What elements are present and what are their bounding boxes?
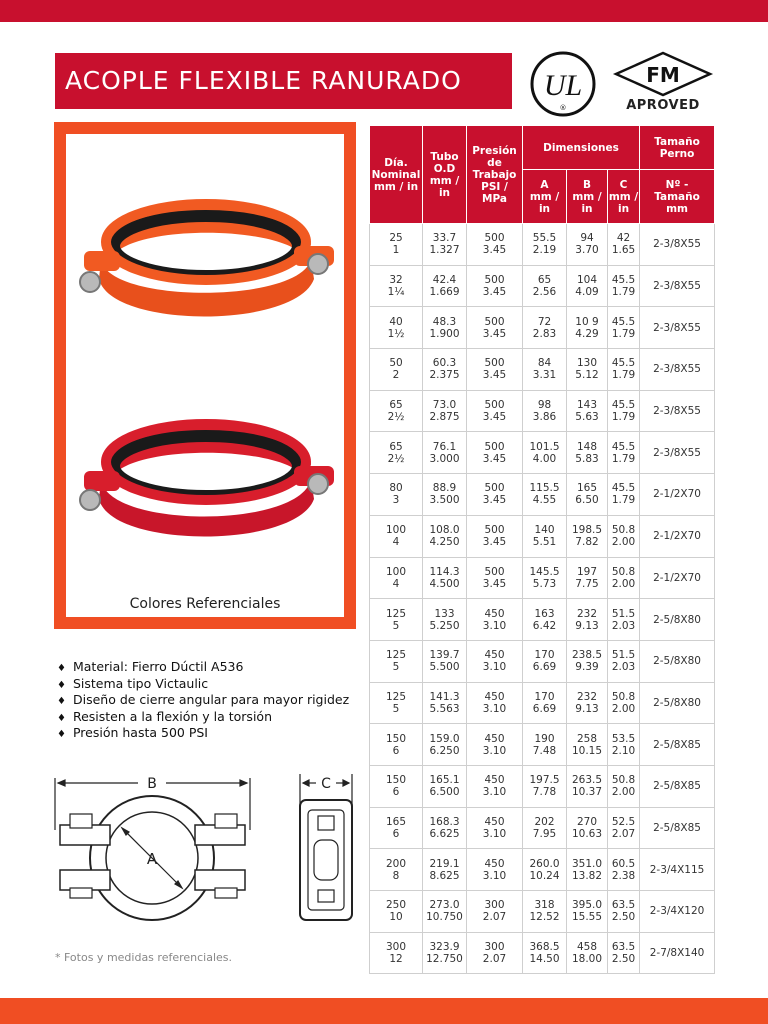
table-cell: 219.1 8.625 — [423, 849, 467, 891]
table-cell: 500 3.45 — [467, 307, 523, 349]
table-cell: 115.5 4.55 — [523, 474, 567, 516]
table-row — [370, 891, 715, 933]
svg-text:®: ® — [559, 104, 567, 112]
table-cell-bolt: 2-3/4X115 — [640, 849, 715, 891]
table-cell: 500 3.45 — [467, 474, 523, 516]
table-cell: 53.5 2.10 — [608, 724, 640, 766]
table-cell: 25 1 — [370, 224, 423, 266]
table-cell: 450 3.10 — [467, 640, 523, 682]
ul-logo-text: UL — [543, 69, 583, 102]
table-cell: 150 6 — [370, 765, 423, 807]
table-cell: 139.7 5.500 — [423, 640, 467, 682]
table-cell: 100 4 — [370, 557, 423, 599]
table-cell: 52.5 2.07 — [608, 807, 640, 849]
ul-certification-logo — [529, 50, 597, 118]
table-cell: 125 5 — [370, 599, 423, 641]
dimension-label-c: C — [321, 776, 331, 792]
table-cell: 84 3.31 — [523, 349, 567, 391]
table-cell: 300 2.07 — [467, 932, 523, 974]
feature-item: ♦ Material: Fierro Dúctil A536 — [57, 660, 349, 677]
fm-logo-text: FM — [646, 63, 680, 87]
table-cell-bolt: 2-3/8X55 — [640, 265, 715, 307]
table-cell: 500 3.45 — [467, 515, 523, 557]
table-cell: 45.5 1.79 — [608, 474, 640, 516]
table-cell: 260.0 10.24 — [523, 849, 567, 891]
table-cell: 165 6.50 — [567, 474, 608, 516]
table-row — [370, 474, 715, 516]
header-nominal-diameter: Día. Nominal mm / in — [370, 126, 423, 224]
table-cell: 130 5.12 — [567, 349, 608, 391]
table-row — [370, 932, 715, 974]
table-cell: 73.0 2.875 — [423, 390, 467, 432]
table-cell: 48.3 1.900 — [423, 307, 467, 349]
table-cell: 45.5 1.79 — [608, 265, 640, 307]
table-cell-bolt: 2-3/8X55 — [640, 224, 715, 266]
header-bolt-count-size: Nº - Tamaño mm — [640, 170, 715, 224]
table-cell: 190 7.48 — [523, 724, 567, 766]
header-tube-od: Tubo O.D mm / in — [423, 126, 467, 224]
feature-item: ♦ Presión hasta 500 PSI — [57, 726, 349, 743]
table-row — [370, 640, 715, 682]
header-dimensions: Dimensiones — [523, 126, 640, 170]
table-cell: 165.1 6.500 — [423, 765, 467, 807]
table-cell: 458 18.00 — [567, 932, 608, 974]
table-cell: 270 10.63 — [567, 807, 608, 849]
header-working-pressure: Presión de Trabajo PSI / MPa — [467, 126, 523, 224]
table-cell: 200 8 — [370, 849, 423, 891]
header-dim-b: B mm / in — [567, 170, 608, 224]
table-cell: 170 6.69 — [523, 640, 567, 682]
table-cell: 450 3.10 — [467, 849, 523, 891]
red-coupling-image — [80, 424, 334, 537]
table-cell: 197.5 7.78 — [523, 765, 567, 807]
table-row — [370, 682, 715, 724]
table-cell: 42.4 1.669 — [423, 265, 467, 307]
table-row — [370, 849, 715, 891]
table-row — [370, 224, 715, 266]
table-cell-bolt: 2-5/8X80 — [640, 682, 715, 724]
table-cell: 45.5 1.79 — [608, 349, 640, 391]
table-cell-bolt: 2-1/2X70 — [640, 474, 715, 516]
header-dim-c: C mm / in — [608, 170, 640, 224]
table-cell-bolt: 2-1/2X70 — [640, 557, 715, 599]
table-cell: 202 7.95 — [523, 807, 567, 849]
table-cell: 101.5 4.00 — [523, 432, 567, 474]
table-cell-bolt: 2-5/8X80 — [640, 599, 715, 641]
table-cell: 395.0 15.55 — [567, 891, 608, 933]
table-cell: 258 10.15 — [567, 724, 608, 766]
product-photo-frame — [54, 122, 356, 629]
table-cell: 72 2.83 — [523, 307, 567, 349]
table-cell: 114.3 4.500 — [423, 557, 467, 599]
table-cell: 100 4 — [370, 515, 423, 557]
photo-caption: Colores Referenciales — [129, 596, 281, 612]
table-cell: 450 3.10 — [467, 765, 523, 807]
table-cell: 197 7.75 — [567, 557, 608, 599]
table-row — [370, 390, 715, 432]
table-cell: 63.5 2.50 — [608, 932, 640, 974]
table-cell: 63.5 2.50 — [608, 891, 640, 933]
bottom-accent-bar — [0, 998, 768, 1024]
table-cell: 450 3.10 — [467, 724, 523, 766]
table-cell: 51.5 2.03 — [608, 640, 640, 682]
header-bolt-size: Tamaño Perno — [640, 126, 715, 170]
table-cell: 60.3 2.375 — [423, 349, 467, 391]
fm-approved-caption: APROVED — [626, 98, 700, 113]
features-list — [57, 660, 349, 743]
dimension-label-b: B — [147, 776, 157, 792]
table-cell: 80 3 — [370, 474, 423, 516]
table-cell: 163 6.42 — [523, 599, 567, 641]
table-cell-bolt: 2-5/8X85 — [640, 724, 715, 766]
coupling-dimension-diagram — [50, 770, 360, 930]
table-cell: 318 12.52 — [523, 891, 567, 933]
table-cell: 450 3.10 — [467, 682, 523, 724]
table-cell: 232 9.13 — [567, 599, 608, 641]
feature-item: ♦ Resisten a la flexión y la torsión — [57, 710, 349, 727]
header-dim-a: A mm / in — [523, 170, 567, 224]
feature-item: ♦ Sistema tipo Victaulic — [57, 677, 349, 694]
table-cell: 368.5 14.50 — [523, 932, 567, 974]
table-cell-bolt: 2-7/8X140 — [640, 932, 715, 974]
table-cell: 104 4.09 — [567, 265, 608, 307]
table-cell: 159.0 6.250 — [423, 724, 467, 766]
table-cell: 45.5 1.79 — [608, 390, 640, 432]
table-cell-bolt: 2-1/2X70 — [640, 515, 715, 557]
table-cell: 42 1.65 — [608, 224, 640, 266]
table-cell: 94 3.70 — [567, 224, 608, 266]
table-cell: 108.0 4.250 — [423, 515, 467, 557]
top-accent-bar — [0, 0, 768, 22]
table-cell: 50.8 2.00 — [608, 682, 640, 724]
table-row — [370, 599, 715, 641]
table-cell: 148 5.83 — [567, 432, 608, 474]
table-row — [370, 807, 715, 849]
table-cell: 50.8 2.00 — [608, 557, 640, 599]
table-cell: 250 10 — [370, 891, 423, 933]
table-cell: 98 3.86 — [523, 390, 567, 432]
table-cell: 300 2.07 — [467, 891, 523, 933]
table-cell: 273.0 10.750 — [423, 891, 467, 933]
page-title: ACOPLE FLEXIBLE RANURADO — [55, 53, 512, 109]
table-cell-bolt: 2-3/8X55 — [640, 307, 715, 349]
table-cell-bolt: 2-3/8X55 — [640, 349, 715, 391]
table-cell: 232 9.13 — [567, 682, 608, 724]
table-cell: 32 1¼ — [370, 265, 423, 307]
table-cell: 65 2.56 — [523, 265, 567, 307]
table-row — [370, 724, 715, 766]
table-cell: 133 5.250 — [423, 599, 467, 641]
table-cell: 150 6 — [370, 724, 423, 766]
table-cell: 51.5 2.03 — [608, 599, 640, 641]
table-cell: 198.5 7.82 — [567, 515, 608, 557]
table-cell: 143 5.63 — [567, 390, 608, 432]
table-cell: 88.9 3.500 — [423, 474, 467, 516]
table-row — [370, 265, 715, 307]
table-cell: 50.8 2.00 — [608, 515, 640, 557]
table-cell: 450 3.10 — [467, 599, 523, 641]
table-cell: 125 5 — [370, 682, 423, 724]
table-row — [370, 515, 715, 557]
specifications-body — [370, 224, 715, 974]
coupling-photos — [66, 134, 344, 594]
table-cell: 125 5 — [370, 640, 423, 682]
table-cell: 500 3.45 — [467, 432, 523, 474]
table-cell: 55.5 2.19 — [523, 224, 567, 266]
table-cell: 33.7 1.327 — [423, 224, 467, 266]
footnote: * Fotos y medidas referenciales. — [55, 951, 233, 964]
table-cell: 145.5 5.73 — [523, 557, 567, 599]
table-cell: 500 3.45 — [467, 224, 523, 266]
specifications-table — [369, 125, 715, 974]
table-row — [370, 307, 715, 349]
table-cell: 60.5 2.38 — [608, 849, 640, 891]
table-cell: 10 9 4.29 — [567, 307, 608, 349]
table-cell: 168.3 6.625 — [423, 807, 467, 849]
table-row — [370, 349, 715, 391]
dimension-label-a: A — [146, 850, 158, 868]
table-cell: 500 3.45 — [467, 390, 523, 432]
table-cell: 45.5 1.79 — [608, 307, 640, 349]
table-cell: 45.5 1.79 — [608, 432, 640, 474]
table-cell: 500 3.45 — [467, 557, 523, 599]
table-row — [370, 557, 715, 599]
table-cell: 141.3 5.563 — [423, 682, 467, 724]
table-cell: 238.5 9.39 — [567, 640, 608, 682]
table-cell: 263.5 10.37 — [567, 765, 608, 807]
table-cell: 50 2 — [370, 349, 423, 391]
table-cell-bolt: 2-5/8X85 — [640, 765, 715, 807]
table-cell-bolt: 2-3/8X55 — [640, 432, 715, 474]
table-cell: 300 12 — [370, 932, 423, 974]
feature-item: ♦ Diseño de cierre angular para mayor rigidez — [57, 693, 349, 710]
table-cell: 500 3.45 — [467, 265, 523, 307]
table-row — [370, 765, 715, 807]
table-cell: 170 6.69 — [523, 682, 567, 724]
table-cell: 140 5.51 — [523, 515, 567, 557]
table-cell: 165 6 — [370, 807, 423, 849]
table-cell: 65 2½ — [370, 390, 423, 432]
table-cell: 500 3.45 — [467, 349, 523, 391]
table-cell-bolt: 2-3/8X55 — [640, 390, 715, 432]
table-cell: 450 3.10 — [467, 807, 523, 849]
table-cell-bolt: 2-3/4X120 — [640, 891, 715, 933]
table-cell: 65 2½ — [370, 432, 423, 474]
orange-coupling-image — [80, 204, 334, 317]
table-cell: 323.9 12.750 — [423, 932, 467, 974]
table-cell: 40 1½ — [370, 307, 423, 349]
table-cell: 50.8 2.00 — [608, 765, 640, 807]
table-cell: 351.0 13.82 — [567, 849, 608, 891]
table-cell: 76.1 3.000 — [423, 432, 467, 474]
table-cell-bolt: 2-5/8X85 — [640, 807, 715, 849]
table-cell-bolt: 2-5/8X80 — [640, 640, 715, 682]
table-row — [370, 432, 715, 474]
